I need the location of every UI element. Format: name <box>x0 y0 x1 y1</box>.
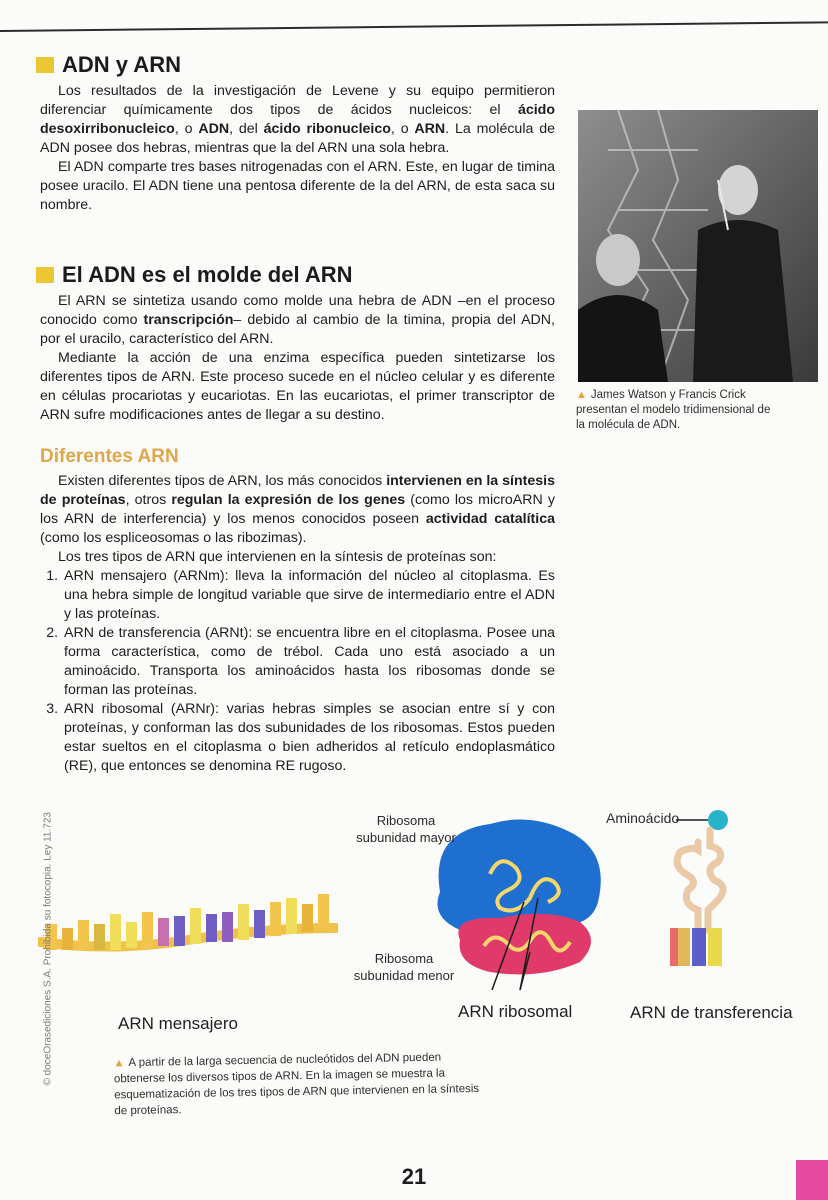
section-heading-molde: El ADN es el molde del ARN <box>36 262 353 288</box>
trna-illustration <box>652 806 752 976</box>
caption-triangle-icon: ▲ <box>576 389 587 401</box>
paragraph: El ADN comparte tres bases nitrogenadas con el ARN. Este, en lugar de timina posee uracilo. El ADN tiene una pentosa diferente de la del ARN, de esta saca su nombre. <box>40 159 555 213</box>
mrna-illustration <box>38 884 338 974</box>
figure-caption: ▲ A partir de la larga secuencia de nucleótidos del ADN pueden obtenerse los diversos tipos de ARN. En la imagen se muestra la esquematización de los tres tipos de ARN que intervienen en la síntesis de proteínas. <box>113 1051 480 1118</box>
watson-crick-photo <box>578 110 818 382</box>
label-ribosome-minor: Ribosoma subunidad menor <box>353 951 455 983</box>
page-edge-marker <box>796 1160 828 1200</box>
subheading-diferentes-arn: Diferentes ARN <box>40 446 179 467</box>
label-aminoacido: Aminoácido <box>606 810 680 826</box>
label-arn-mensajero: ARN mensajero <box>118 1014 238 1033</box>
section-c-body <box>40 472 555 776</box>
copyright-sidebar: © doceOrasediciones S.A. Prohibida su fotocopia. Ley 11.723 <box>42 812 54 1086</box>
paragraph: Mediante la acción de una enzima específica pueden sintetizarse los diferentes tipos de ARN. Este proceso sucede en el núcleo celular y es diferente en células procariotas y eucariotas. En las eucariotas, el primer transcriptor de ARN sufre modificaciones antes de llegar a su destino. <box>40 350 555 423</box>
list-item: 2. ARN de transferencia (ARNt): se encuentra libre en el citoplasma. Posee una forma característica, como de trébol. Cada uno está asociado a un aminoácido. Transporta los aminoácidos hasta los ribosomas donde se forman las proteínas. <box>62 624 555 700</box>
label-arn-transferencia: ARN de transferencia <box>630 1003 793 1022</box>
label-arn-ribosomal: ARN ribosomal <box>458 1002 573 1021</box>
paragraph: Los tres tipos de ARN que intervienen en la síntesis de proteínas son: <box>58 549 497 565</box>
section-a-body <box>40 82 555 215</box>
paragraph: Existen diferentes tipos de ARN, los más conocidos intervienen en la síntesis de proteínas, otros regulan la expresión de los genes (como los microARN y los ARN de interferencia) y los menos conocidos poseen actividad catalítica (como los espliceosomas o las ribozimas). <box>40 473 555 546</box>
section-heading-adn-arn: ADN y ARN <box>36 52 181 78</box>
list-item: 3. ARN ribosomal (ARNr): varias hebras simples se asocian entre sí y con proteínas, y conforman las dos subunidades de los ribosomas. Estos pueden estar sueltos en el citoplasma o bien adheridos al retículo endoplasmático (RE), que entonces se denomina RE rugoso. <box>62 700 555 776</box>
paragraph: El ARN se sintetiza usando como molde una hebra de ADN –en el proceso conocido como transcripción– debido al cambio de la timina, propia del ADN, por el uracilo, característico del ARN. <box>40 293 555 347</box>
label-ribosome-major: Ribosoma subunidad mayor <box>356 813 456 845</box>
section-b-body <box>40 292 555 425</box>
rna-types-list <box>40 567 555 776</box>
section-marker-a <box>36 57 54 73</box>
page-number: 21 <box>401 1164 427 1189</box>
section-marker-b <box>36 267 54 283</box>
photo-caption: ▲ James Watson y Francis Crick presentan el modelo tridimensional de la molécula de ADN. <box>576 389 771 431</box>
paragraph: Los resultados de la investigación de Levene y su equipo permitieron diferenciar químicamente dos tipos de ácidos nucleicos: el ácido desoxirribonucleico, o ADN, del ácido ribonucleico, o ARN. La molécula de ADN posee dos hebras, mientras que la del ARN una sola hebra. <box>40 83 555 156</box>
top-rule <box>0 21 828 32</box>
caption-triangle-icon: ▲ <box>113 1057 125 1070</box>
list-item: 1. ARN mensajero (ARNm): lleva la información del núcleo al citoplasma. Es una hebra simple de longitud variable que sirve de intermediario entre el ADN y las proteínas. <box>62 567 555 624</box>
